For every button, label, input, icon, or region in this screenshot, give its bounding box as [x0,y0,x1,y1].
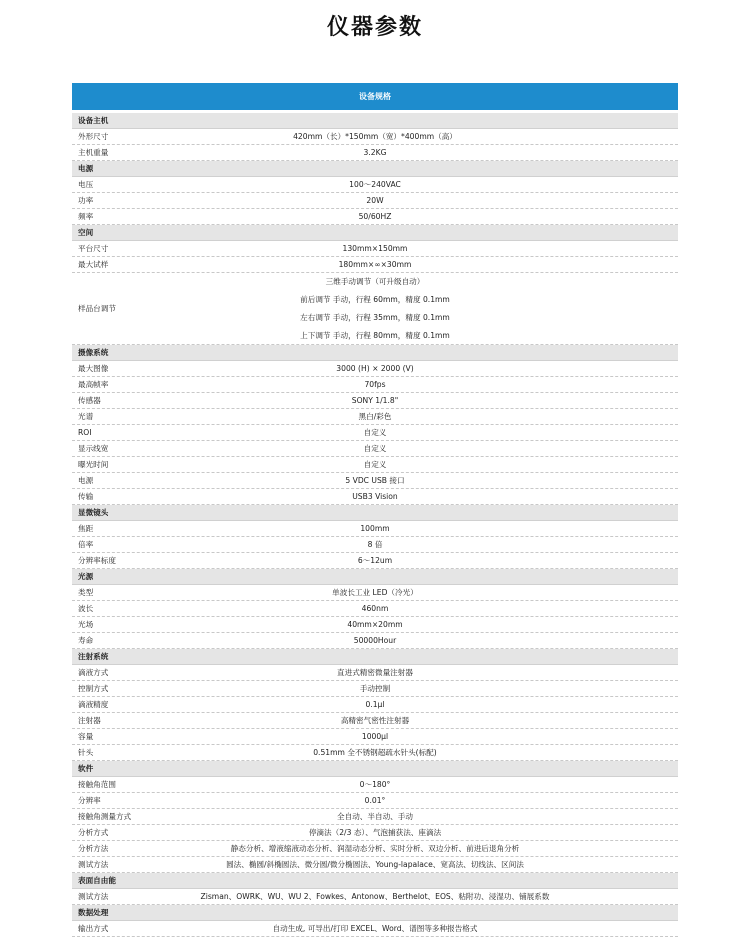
section-header [72,761,678,777]
section-title: 空间 [78,228,94,237]
table-row [72,777,678,793]
row-value: 50000Hour [353,636,397,645]
section-title: 数据处理 [78,908,109,917]
row-value: 70fps [364,380,386,389]
row-values [154,273,678,344]
spec-table [72,83,678,937]
row-label: 功率 [78,196,94,205]
section-title: 表面自由能 [78,876,116,885]
row-value: 3.2KG [363,148,387,157]
row-label: ROI [78,428,92,437]
row-value: 手动控制 [359,684,391,693]
table-row [72,257,678,273]
row-value: 自定义 [363,428,387,437]
row-label: 曝光时间 [78,460,109,469]
table-row [72,793,678,809]
row-label: 倍率 [78,540,94,549]
section-title: 注射系统 [78,652,109,661]
section-title: 光源 [78,572,94,581]
table-row [72,921,678,937]
table-row [72,825,678,841]
table-row [72,489,678,505]
row-value: SONY 1/1.8" [351,396,399,405]
row-label: 注射器 [78,716,101,725]
row-label: 最大试样 [78,260,109,269]
section-header [72,345,678,361]
row-value: 单波长工业 LED（冷光） [332,588,418,597]
row-value: 6～12um [357,556,393,565]
row-value: 40mm×20mm [347,620,403,629]
row-value: 180mm×∞×30mm [338,260,412,269]
row-value: 自定义 [363,444,387,453]
section-header [72,569,678,585]
row-value: 黑白/彩色 [358,412,392,421]
row-label: 控制方式 [78,684,109,693]
row-label: 主机重量 [78,148,109,157]
table-row [72,841,678,857]
row-label: 分辨率 [78,796,101,805]
row-value: 100mm [360,524,390,533]
row-value: 自动生成, 可导出/打印 EXCEL、Word、谱图等多种报告格式 [272,924,478,933]
section-header [72,873,678,889]
section-header [72,225,678,241]
table-row [72,633,678,649]
row-label: 滴液方式 [78,668,109,677]
row-label: 分析方式 [78,828,109,837]
table-row [72,193,678,209]
row-value: 0.51mm 全不锈钢超疏水针头(标配) [313,748,437,757]
row-label: 接触角测量方式 [78,812,132,821]
row-value: 420mm（长）*150mm（宽）*400mm（高） [293,132,457,141]
row-value: 停滴法（2/3 态）、气泡捕获法、座滴法 [308,828,442,837]
table-row [72,209,678,225]
row-value: 静态分析、增液缩液动态分析、润湿动态分析、实时分析、双边分析、前进后退角分析 [230,844,520,853]
table-row [72,713,678,729]
row-value: 8 倍 [367,540,383,549]
table-row [72,425,678,441]
row-label: 滴液精度 [78,700,109,709]
row-label: 焦距 [78,524,94,533]
table-row [72,729,678,745]
table-row [72,681,678,697]
row-value: 全自动、半自动、手动 [337,812,413,821]
row-value: 0.01° [364,796,386,805]
table-row [72,377,678,393]
table-header: 设备规格 [72,83,678,110]
row-label: 电压 [78,180,94,189]
table-row [72,857,678,873]
row-label: 寿命 [78,636,94,645]
row-value-line: 上下调节 手动，行程 80mm，精度 0.1mm [300,331,450,340]
row-label: 波长 [78,604,94,613]
row-label: 平台尺寸 [78,244,109,253]
row-value: 100～240VAC [349,180,401,189]
row-value: USB3 Vision [352,492,398,501]
table-row [72,889,678,905]
row-value: 1000μl [361,732,389,741]
table-row [72,129,678,145]
row-label: 容量 [78,732,94,741]
table-row [72,457,678,473]
table-row [72,809,678,825]
row-label: 测试方法 [78,860,109,869]
section-header [72,905,678,921]
row-value-line: 三维手动调节（可升级自动） [325,277,425,286]
row-label: 针头 [78,748,94,757]
row-value: 50/60HZ [358,212,392,221]
row-value: 20W [366,196,384,205]
table-row [72,585,678,601]
section-title: 软件 [78,764,94,773]
section-title: 设备主机 [78,116,109,125]
table-row [72,473,678,489]
table-row [72,177,678,193]
row-label: 显示线宽 [78,444,109,453]
page-title: 仪器参数 [326,15,423,40]
row-label: 类型 [78,588,94,597]
row-label: 测试方法 [78,892,109,901]
table-row [72,361,678,377]
row-label: 传输 [78,492,94,501]
row-value: 0～180° [359,780,391,789]
table-row [72,617,678,633]
section-title: 摄像系统 [78,348,109,357]
table-row [72,601,678,617]
section-header [72,649,678,665]
row-value-line: 前后调节 手动，行程 60mm，精度 0.1mm [300,295,450,304]
table-row [72,745,678,761]
table-row [72,409,678,425]
row-label: 接触角范围 [78,780,116,789]
row-value: 圆法、椭圆/斜椭圆法、微分圆/微分椭圆法、Young-lapalace、宽高法、切线法、区间法 [226,860,524,869]
row-label: 电源 [78,476,94,485]
row-label: 样品台调节 [78,304,116,313]
row-value-line: 左右调节 手动，行程 35mm，精度 0.1mm [300,313,450,322]
table-row [72,393,678,409]
table-row [72,537,678,553]
row-label: 传感器 [78,396,101,405]
row-label: 光场 [78,620,94,629]
table-row-multiline [72,273,678,345]
row-label: 光谱 [78,412,94,421]
row-value: 130mm×150mm [342,244,408,253]
row-value: 3000 (H) × 2000 (V) [336,364,414,373]
row-value: 460nm [361,604,389,613]
row-label: 频率 [78,212,94,221]
row-label: 外形尺寸 [78,132,109,141]
row-value: 5 VDC USB 接口 [345,476,405,485]
row-label: 最高帧率 [78,380,109,389]
section-header [72,113,678,129]
row-value: 直进式精密微量注射器 [337,668,413,677]
row-label: 输出方式 [78,924,109,933]
table-row [72,145,678,161]
table-row [72,553,678,569]
table-row [72,241,678,257]
section-title: 电源 [78,164,94,173]
row-value: 0.1μl [365,700,385,709]
table-row [72,521,678,537]
row-value: 自定义 [363,460,387,469]
table-body [72,113,678,937]
row-label: 最大图像 [78,364,109,373]
row-label: 分析方法 [78,844,109,853]
section-header [72,161,678,177]
row-value: Zisman、OWRK、WU、WU 2、Fowkes、Antonow、Berthelot、EOS、粘附功、浸湿功、铺展系数 [200,892,550,901]
row-value: 高精密气密性注射器 [340,716,410,725]
section-header [72,505,678,521]
section-title: 显微镜头 [78,508,109,517]
row-label: 分辨率标度 [78,556,116,565]
table-row [72,441,678,457]
table-row [72,697,678,713]
table-row [72,665,678,681]
